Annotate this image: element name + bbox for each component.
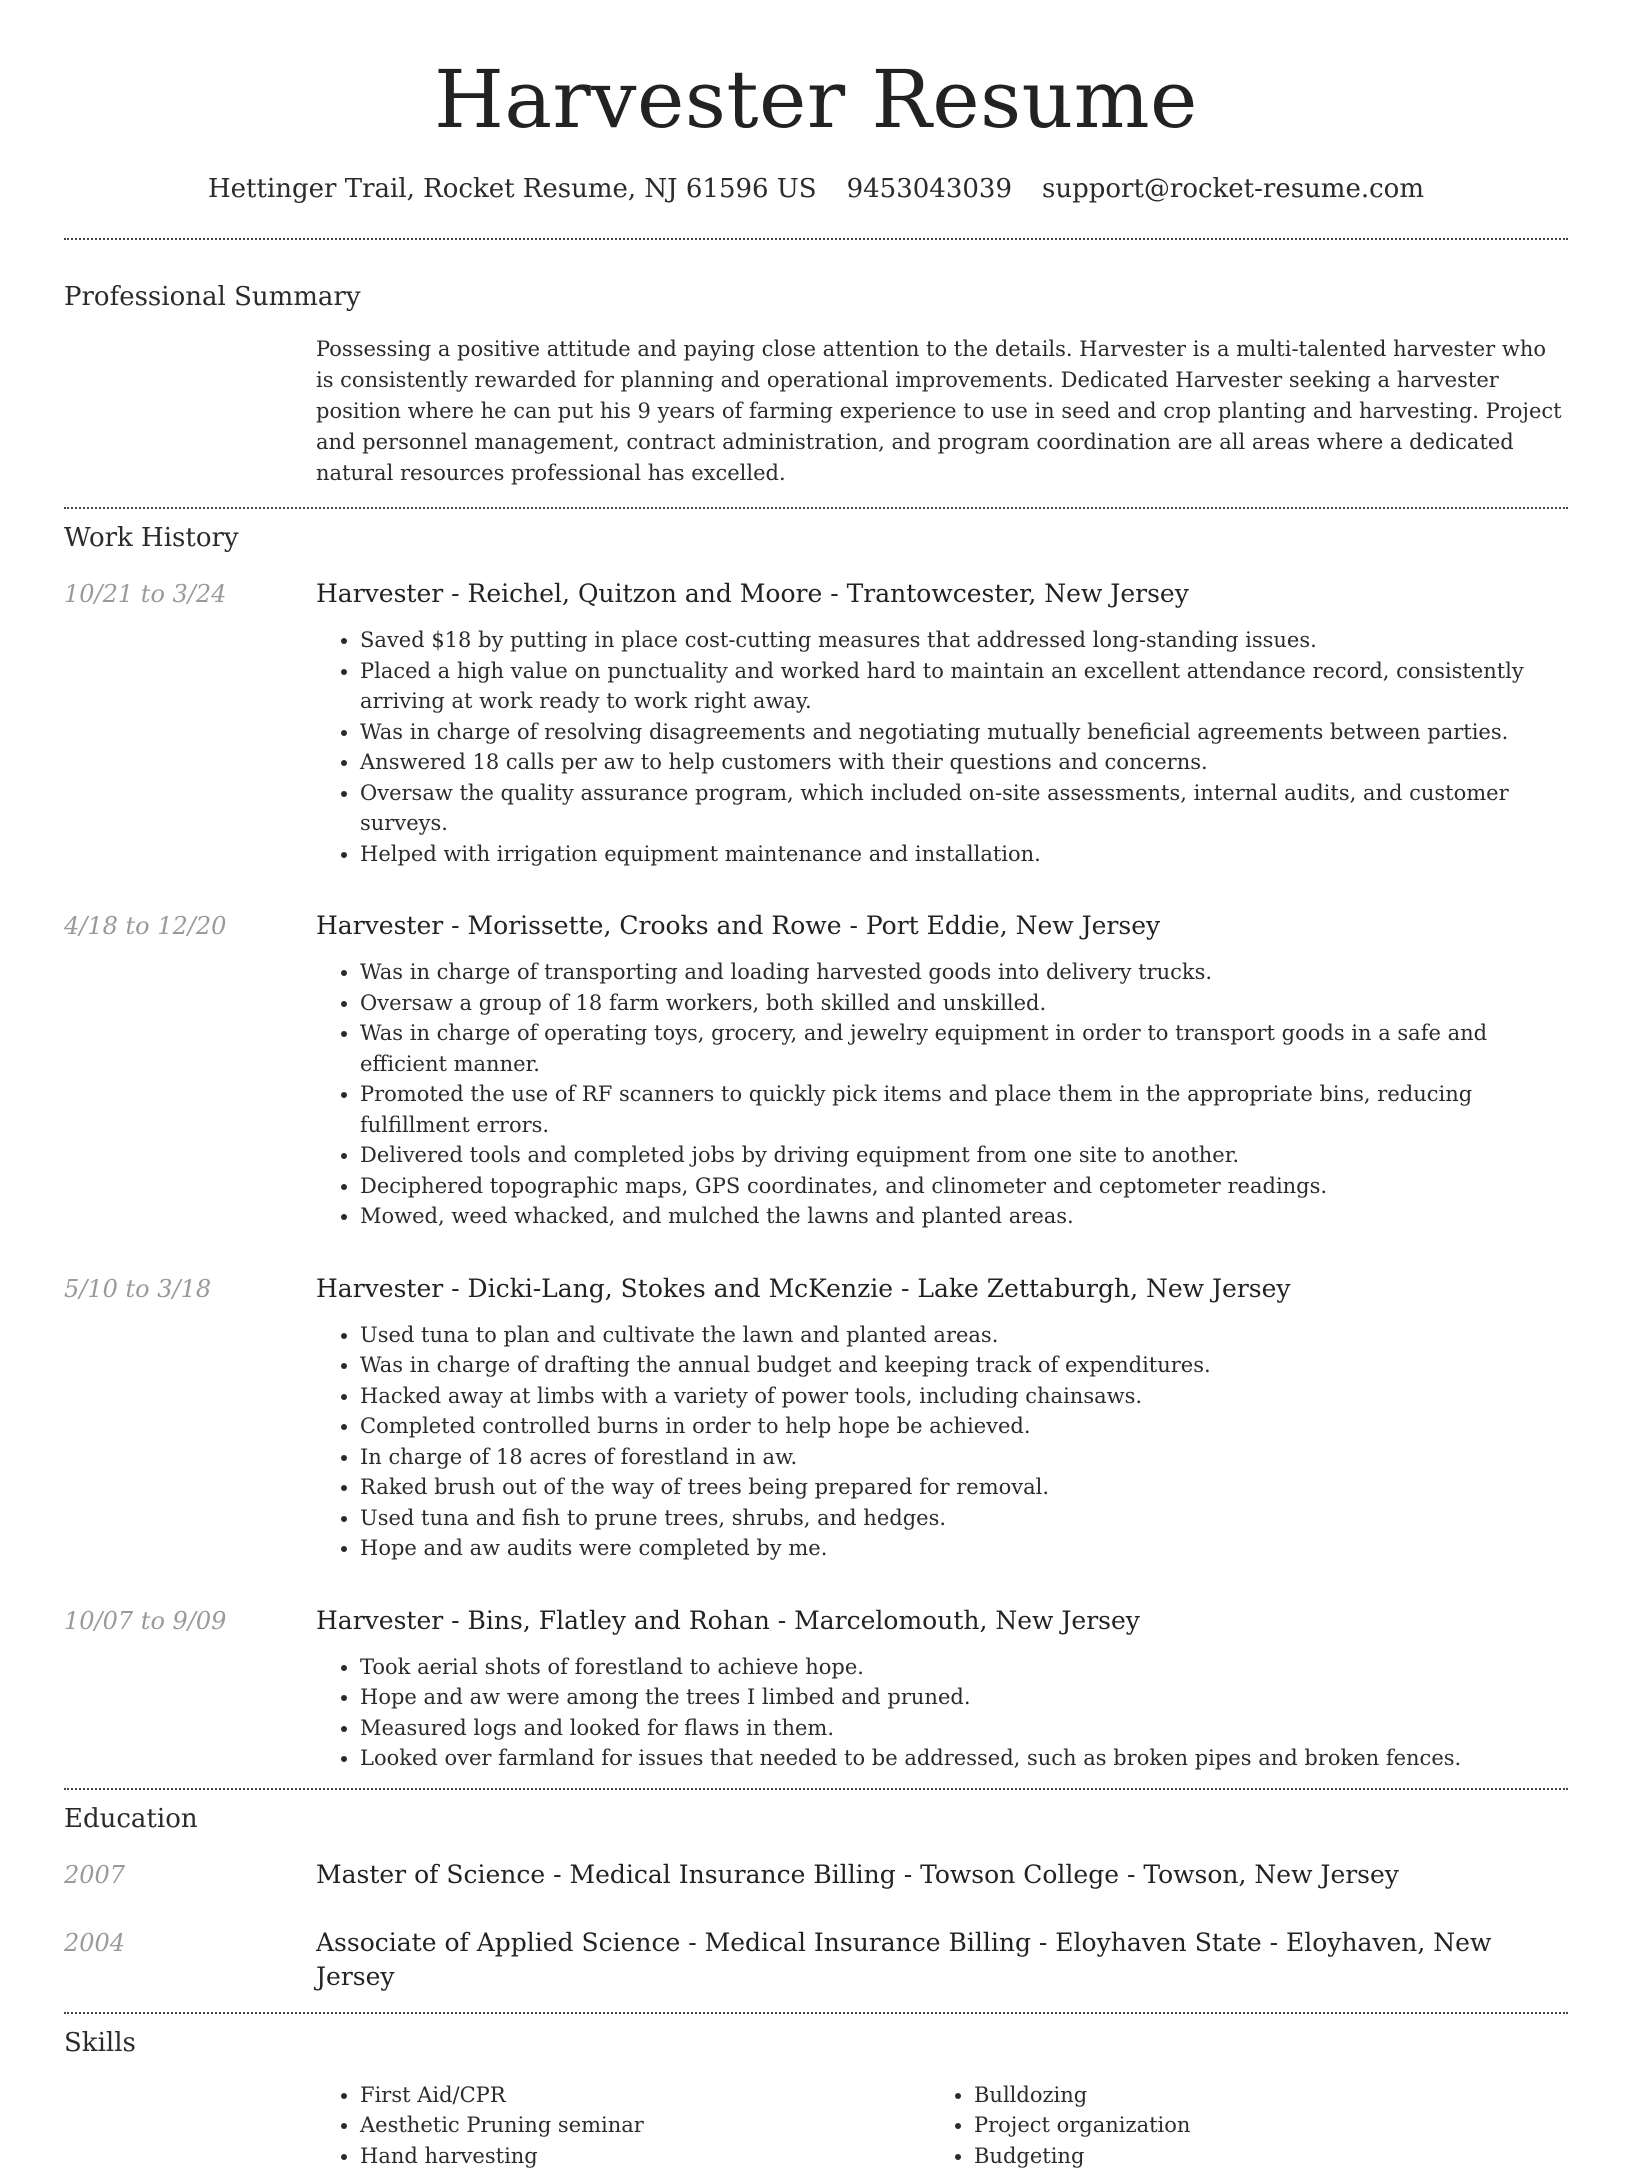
list-item: • Used tuna and fish to prune trees, shrubs, and hedges. bbox=[360, 1503, 1568, 1534]
skills-heading: Skills bbox=[64, 2026, 1568, 2060]
list-item: • Used tuna to plan and cultivate the lawn and planted areas. bbox=[360, 1320, 1568, 1351]
job-title: Harvester - Bins, Flatley and Rohan - Marcelomouth, New Jersey bbox=[316, 1604, 1568, 1638]
list-item: • Hope and aw were among the trees I limbed and pruned. bbox=[360, 1682, 1568, 1713]
work-history-heading: Work History bbox=[64, 521, 1568, 555]
skills-list bbox=[316, 2080, 1568, 2171]
summary-heading: Professional Summary bbox=[64, 280, 1568, 314]
list-item: • Helped with irrigation equipment maintenance and installation. bbox=[360, 839, 1568, 870]
divider bbox=[64, 1788, 1568, 1790]
job-entry bbox=[64, 1604, 1568, 1774]
education-title: Associate of Applied Science - Medical Insurance Billing - Eloyhaven State - Eloyhaven, New Jersey bbox=[316, 1926, 1568, 1994]
email: support@rocket-resume.com bbox=[1042, 174, 1424, 204]
list-item: • Was in charge of transporting and loading harvested goods into delivery trucks. bbox=[360, 957, 1568, 988]
summary-text: Possessing a positive attitude and paying close attention to the details. Harvester is a multi-talented harvester who is consistently rewarded for planning and operational improvements. Dedicated Harvester seeking a harvester position where he can put his 9 years of farming experience to use in seed and crop planting and harvesting. Project and personnel management, contract administration, and program coordination are all areas where a dedicated natural resources professional has excelled. bbox=[316, 334, 1568, 489]
list-item: • Completed controlled burns in order to help hope be achieved. bbox=[360, 1411, 1568, 1442]
resume-title: Harvester Resume bbox=[64, 0, 1568, 148]
job-title: Harvester - Reichel, Quitzon and Moore - Trantowcester, New Jersey bbox=[316, 577, 1568, 611]
list-item: • Hope and aw audits were completed by me. bbox=[360, 1533, 1568, 1564]
job-date: 4/18 to 12/20 bbox=[64, 909, 226, 943]
list-item: • Project organization bbox=[974, 2110, 1544, 2141]
list-item: • Mowed, weed whacked, and mulched the lawns and planted areas. bbox=[360, 1201, 1568, 1232]
education-date: 2007 bbox=[64, 1858, 125, 1892]
list-item: • Placed a high value on punctuality and worked hard to maintain an excellent attendance record, consistently arriving at work ready to work right away. bbox=[360, 656, 1568, 717]
divider bbox=[64, 2012, 1568, 2014]
job-title: Harvester - Dicki-Lang, Stokes and McKenzie - Lake Zettaburgh, New Jersey bbox=[316, 1272, 1568, 1306]
list-item: • Took aerial shots of forestland to achieve hope. bbox=[360, 1652, 1568, 1683]
list-item: • Promoted the use of RF scanners to quickly pick items and place them in the appropriate bins, reducing fulfillment errors. bbox=[360, 1079, 1568, 1140]
list-item: • Measured logs and looked for flaws in them. bbox=[360, 1713, 1568, 1744]
education-entry bbox=[64, 1926, 1568, 1994]
list-item: • First Aid/CPR bbox=[360, 2080, 930, 2111]
list-item: • Was in charge of operating toys, grocery, and jewelry equipment in order to transport goods in a safe and efficient manner. bbox=[360, 1018, 1568, 1079]
list-item: • Oversaw the quality assurance program, which included on-site assessments, internal audits, and customer surveys. bbox=[360, 778, 1568, 839]
education-entry bbox=[64, 1858, 1568, 1892]
job-entry bbox=[64, 577, 1568, 869]
list-item: • Budgeting bbox=[974, 2141, 1544, 2171]
education-heading: Education bbox=[64, 1802, 1568, 1836]
resume-page bbox=[64, 0, 1568, 2171]
job-entry bbox=[64, 909, 1568, 1232]
divider bbox=[64, 238, 1568, 240]
job-date: 10/21 to 3/24 bbox=[64, 577, 226, 611]
job-date: 5/10 to 3/18 bbox=[64, 1272, 211, 1306]
skills-column-left bbox=[316, 2080, 930, 2171]
job-bullets bbox=[316, 625, 1568, 869]
list-item: • Bulldozing bbox=[974, 2080, 1544, 2111]
list-item: • Aesthetic Pruning seminar bbox=[360, 2110, 930, 2141]
list-item: • Looked over farmland for issues that needed to be addressed, such as broken pipes and broken fences. bbox=[360, 1743, 1568, 1774]
list-item: • Was in charge of resolving disagreements and negotiating mutually beneficial agreements between parties. bbox=[360, 717, 1568, 748]
education-title: Master of Science - Medical Insurance Billing - Towson College - Towson, New Jersey bbox=[316, 1858, 1568, 1892]
address: Hettinger Trail, Rocket Resume, NJ 61596 US bbox=[208, 174, 817, 204]
job-title: Harvester - Morissette, Crooks and Rowe - Port Eddie, New Jersey bbox=[316, 909, 1568, 943]
phone: 9453043039 bbox=[847, 174, 1012, 204]
list-item: • Deciphered topographic maps, GPS coordinates, and clinometer and ceptometer readings. bbox=[360, 1171, 1568, 1202]
job-bullets bbox=[316, 957, 1568, 1232]
list-item: • Oversaw a group of 18 farm workers, both skilled and unskilled. bbox=[360, 988, 1568, 1019]
list-item: • Delivered tools and completed jobs by driving equipment from one site to another. bbox=[360, 1140, 1568, 1171]
contact-line bbox=[64, 172, 1568, 206]
divider bbox=[64, 507, 1568, 509]
list-item: • Answered 18 calls per aw to help customers with their questions and concerns. bbox=[360, 747, 1568, 778]
job-entry bbox=[64, 1272, 1568, 1564]
skills-column-right bbox=[930, 2080, 1544, 2171]
list-item: • Hand harvesting bbox=[360, 2141, 930, 2171]
list-item: • Raked brush out of the way of trees being prepared for removal. bbox=[360, 1472, 1568, 1503]
education-date: 2004 bbox=[64, 1926, 125, 1960]
list-item: • Was in charge of drafting the annual budget and keeping track of expenditures. bbox=[360, 1350, 1568, 1381]
list-item: • Saved $18 by putting in place cost-cutting measures that addressed long-standing issues. bbox=[360, 625, 1568, 656]
work-history-list bbox=[64, 577, 1568, 1774]
job-bullets bbox=[316, 1652, 1568, 1774]
list-item: • In charge of 18 acres of forestland in aw. bbox=[360, 1442, 1568, 1473]
job-bullets bbox=[316, 1320, 1568, 1564]
job-date: 10/07 to 9/09 bbox=[64, 1604, 226, 1638]
list-item: • Hacked away at limbs with a variety of power tools, including chainsaws. bbox=[360, 1381, 1568, 1412]
